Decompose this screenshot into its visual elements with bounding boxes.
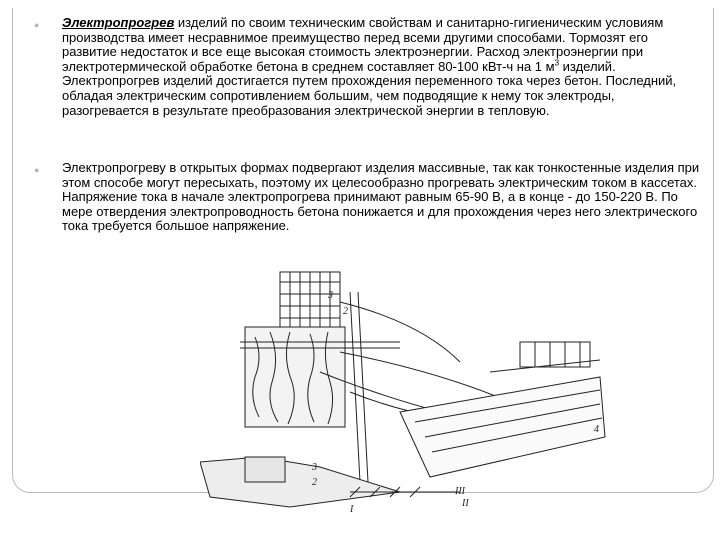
label-roman-3: III	[455, 486, 465, 497]
label-3a: 3	[328, 290, 333, 301]
paragraph-open-forms: Электропрогреву в открытых формах подвергают изделия массивные, так как тонкостенные изделия при этом способе могут пересыхать, поэтому их целесообразно прогревать электрическим током в кассетах. Напряжение тока в начале электропрогрева принимают равным 65-90 В, а в конце - до 150-220 В. По мере отвердения электропроводность бетона понижается и для прохождения через него электрического тока требуется большое напряжение.	[62, 160, 700, 234]
lead-term: Электропрогрев	[62, 15, 175, 30]
label-3b: 3	[312, 462, 317, 473]
label-roman-2: II	[462, 498, 469, 509]
electroheating-diagram	[200, 262, 610, 524]
bullet-marker-2: ●	[34, 165, 40, 175]
paragraph-1-tail: изделий. Электропрогрев изделий достигается путем прохождения переменного тока через бетон. Последний, обладая электрическим сопротивлением большим, чем подводящие к нему ток электроды, разогревается в результате преобразования электрической энергии в тепловую.	[62, 58, 677, 118]
paragraph-electroheating	[62, 16, 702, 118]
label-2b: 2	[312, 477, 317, 488]
label-4: 4	[594, 424, 599, 435]
label-2a: 2	[343, 306, 348, 317]
label-roman-1: I	[350, 504, 354, 515]
paragraph-1-body: изделий по своим техническим свойствам и санитарно-гигиеническим условиям производства имеет несравнимое преимущество перед всеми другими способами. Тормозят его развитие недостаток и все еще высокая стоимость электроэнергии. Расход электроэнергии при электротермической обработке бетона в среднем составляет 80-100 кВт-ч на 1 м	[62, 15, 664, 74]
bullet-marker-1: ●	[34, 20, 40, 30]
paragraph-1-superscript: 3	[554, 58, 560, 68]
